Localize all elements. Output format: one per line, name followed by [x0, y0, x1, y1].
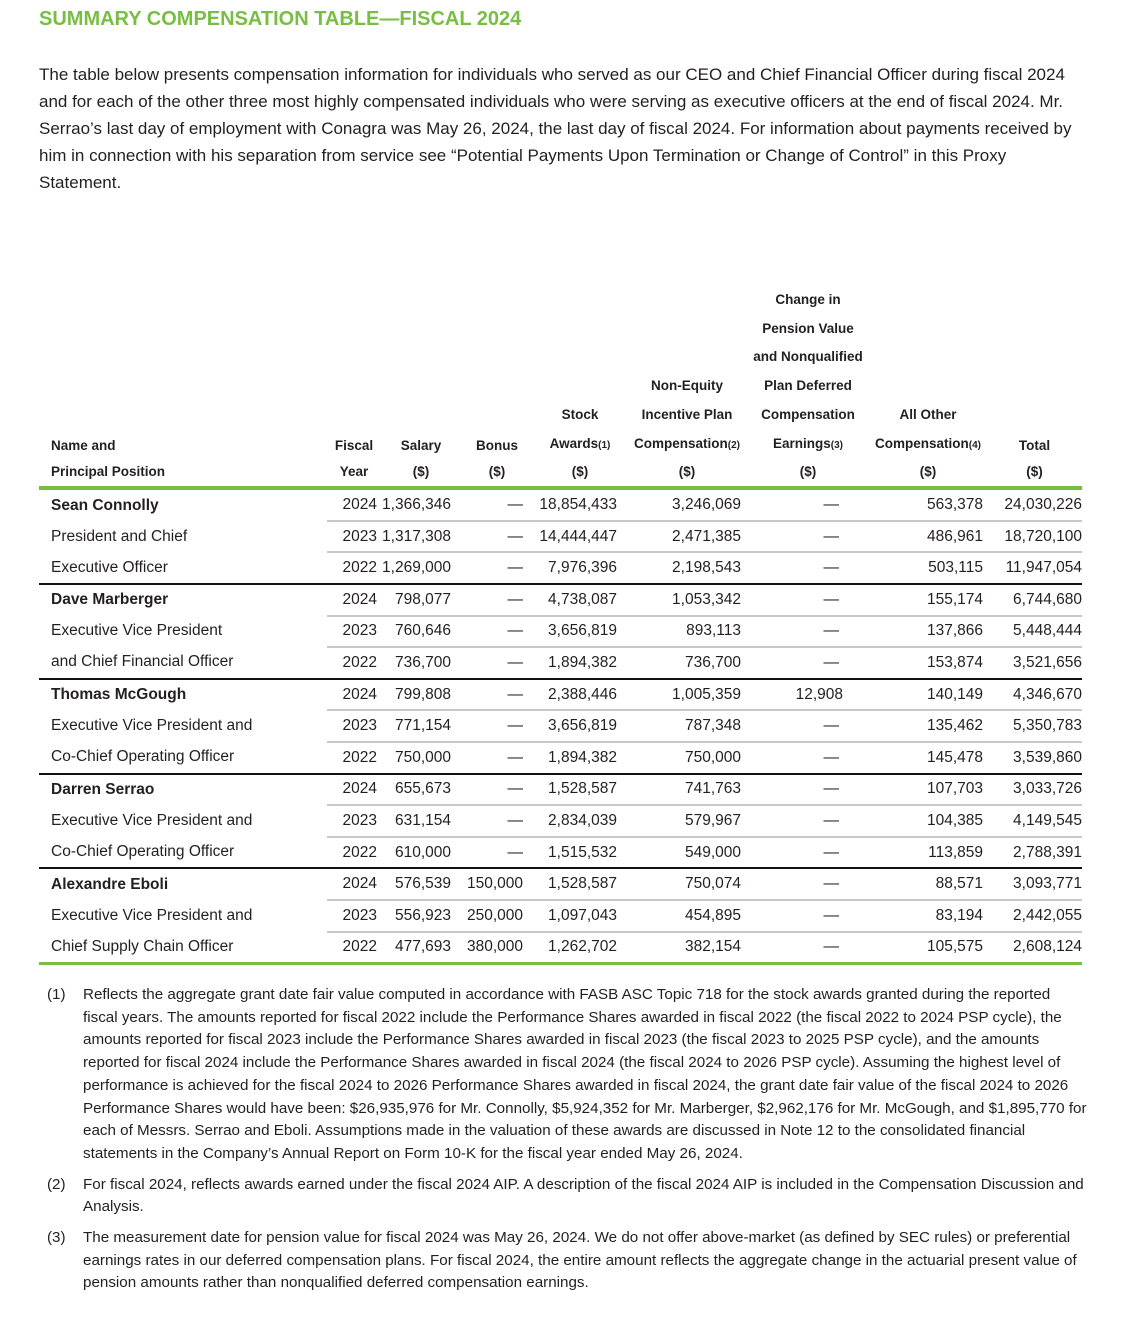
cell-other: 503,115 [869, 552, 987, 584]
cell-salary: 576,539 [381, 868, 461, 900]
executive-name: Alexandre Eboli [51, 875, 169, 893]
cell-other: 88,571 [869, 868, 987, 900]
executive-name: Darren Serrao [51, 780, 155, 798]
footnote-text: Reflects the aggregate grant date fair value computed in accordance with FASB ASC Topic 718 for the stock awards granted during the reported fiscal years. The amounts reported for fiscal 2022 include the Performance Shares awarded in fiscal 2022 (the fiscal 2022 to 2024 PSP cycle), the amounts reported for fiscal 2023 include the Performance Shares awarded in fiscal 2023 (the fiscal 2023 to 2025 PSP cycle), and the amounts reported for fiscal 2024 include the Performance Shares awarded in fiscal 2024 (the fiscal 2024 to 2026 PSP cycle). Assuming the highest level of performance is achieved for the fiscal 2024 to 2026 Performance Shares awarded in fiscal 2024, the grant date fair value of the fiscal 2024 to 2026 Performance Shares would have been: $26,935,976 for Mr. Connolly, $5,924,352 for Mr. Marberger, $2,962,176 for Mr. McGough, and $1,895,770 for each of Messrs. Serrao and Eboli. Assumptions made in the valuation of these awards are discussed in Note 12 to the consolidated financial statements in the Company’s Annual Report on Form 10-K for the fiscal year ended May 26, 2024. [83, 986, 1087, 1162]
table-body [39, 488, 1082, 963]
footnote [39, 984, 1089, 1166]
cell-stock: 2,388,446 [533, 679, 627, 711]
cell-nonequity: 1,053,342 [627, 584, 747, 616]
header-salary-text: ($) [412, 464, 430, 480]
executive-title: Executive Officer [39, 552, 327, 584]
cell-pension: 12,908 [747, 679, 869, 711]
header-bonus [461, 430, 533, 461]
header-year-text: Fiscal [334, 437, 374, 453]
cell-bonus: — [461, 647, 533, 679]
table-row [39, 616, 1082, 648]
cell-total: 2,442,055 [987, 900, 1082, 932]
cell-bonus: 150,000 [461, 868, 533, 900]
footnote-text: For fiscal 2024, reflects awards earned under the fiscal 2024 AIP. A description of the fiscal 2024 AIP is included in the Compensation Discussion and Analysis. [83, 1175, 1084, 1216]
table-row [39, 710, 1082, 742]
cell-total: 3,093,771 [987, 868, 1082, 900]
header-other [869, 460, 987, 488]
header-total [987, 460, 1082, 488]
header-name-text: Name and [51, 437, 116, 453]
cell-pension: — [747, 868, 869, 900]
cell-pension: — [747, 584, 869, 616]
header-other [869, 430, 987, 461]
header-other-label: Compensation [875, 435, 969, 451]
executive-name: Dave Marberger [51, 591, 169, 609]
cell-total: 5,350,783 [987, 710, 1082, 742]
table-row [39, 647, 1082, 679]
header-name [39, 460, 327, 488]
table-row [39, 868, 1082, 900]
cell-total: 24,030,226 [987, 488, 1082, 521]
header-bonus-text: ($) [488, 464, 506, 480]
header-pension [747, 315, 869, 344]
cell-year: 2022 [327, 742, 381, 774]
cell-other: 145,478 [869, 742, 987, 774]
table-row [39, 837, 1082, 869]
executive-title: Co-Chief Operating Officer [39, 742, 327, 774]
cell-year: 2023 [327, 710, 381, 742]
table-row [39, 932, 1082, 964]
cell-salary: 1,269,000 [381, 552, 461, 584]
cell-salary: 750,000 [381, 742, 461, 774]
summary-compensation-table [39, 286, 1082, 965]
cell-total: 3,033,726 [987, 774, 1082, 806]
table-row [39, 805, 1082, 837]
cell-year: 2022 [327, 647, 381, 679]
cell-salary: 799,808 [381, 679, 461, 711]
cell-salary: 798,077 [381, 584, 461, 616]
footnote-ref: (3) [830, 439, 843, 451]
cell-salary: 760,646 [381, 616, 461, 648]
cell-nonequity: 579,967 [627, 805, 747, 837]
cell-stock: 1,097,043 [533, 900, 627, 932]
cell-bonus: — [461, 837, 533, 869]
header-year-text: Year [339, 464, 369, 480]
header-total-text: Total [1018, 437, 1051, 453]
cell-nonequity: 1,005,359 [627, 679, 747, 711]
cell-pension: — [747, 742, 869, 774]
header-stock [533, 460, 627, 488]
header-pension-text: Compensation [761, 406, 855, 422]
header-other-text: ($) [919, 464, 937, 480]
cell-bonus: — [461, 679, 533, 711]
header-pension [747, 286, 869, 315]
header-pension [747, 343, 869, 372]
cell-bonus: — [461, 488, 533, 521]
table-row [39, 679, 1082, 711]
header-stock [533, 430, 627, 461]
cell-stock: 1,515,532 [533, 837, 627, 869]
executive-name: Sean Connolly [51, 496, 159, 514]
cell-bonus: — [461, 805, 533, 837]
cell-nonequity: 454,895 [627, 900, 747, 932]
executive-title: Executive Vice President [51, 622, 223, 640]
header-name [39, 430, 327, 461]
header-nonequity-text: Non-Equity [651, 378, 723, 394]
cell-nonequity: 787,348 [627, 710, 747, 742]
cell-total: 4,346,670 [987, 679, 1082, 711]
cell-bonus: — [461, 742, 533, 774]
header-salary [381, 430, 461, 461]
cell-bonus: — [461, 584, 533, 616]
cell-total: 3,539,860 [987, 742, 1082, 774]
cell-pension: — [747, 488, 869, 521]
cell-other: 83,194 [869, 900, 987, 932]
cell-nonequity: 2,198,543 [627, 552, 747, 584]
header-year [327, 430, 381, 461]
header-pension [747, 460, 869, 488]
cell-total: 11,947,054 [987, 552, 1082, 584]
cell-salary: 1,317,308 [381, 521, 461, 553]
header-pension-text: ($) [799, 464, 817, 480]
cell-other: 140,149 [869, 679, 987, 711]
footnote-ref: (4) [968, 439, 981, 451]
table-row [39, 774, 1082, 806]
cell-year: 2023 [327, 900, 381, 932]
header-name-text: Principal Position [51, 464, 166, 480]
cell-total: 18,720,100 [987, 521, 1082, 553]
cell-other: 104,385 [869, 805, 987, 837]
cell-salary: 610,000 [381, 837, 461, 869]
cell-stock: 1,528,587 [533, 774, 627, 806]
cell-year: 2023 [327, 616, 381, 648]
header-pension-text: Change in [775, 292, 841, 307]
header-nonequity-label: Compensation [634, 435, 728, 451]
header-stock-label: Awards [549, 435, 599, 451]
cell-stock: 3,656,819 [533, 616, 627, 648]
cell-pension: — [747, 552, 869, 584]
cell-pension: — [747, 647, 869, 679]
cell-salary: 477,693 [381, 932, 461, 964]
cell-year: 2022 [327, 552, 381, 584]
cell-nonequity: 741,763 [627, 774, 747, 806]
cell-year: 2023 [327, 521, 381, 553]
cell-year: 2024 [327, 584, 381, 616]
cell-total: 2,788,391 [987, 837, 1082, 869]
table-row [39, 900, 1082, 932]
header-other [869, 401, 987, 430]
footnotes [39, 984, 1089, 1303]
cell-pension: — [747, 710, 869, 742]
cell-stock: 1,894,382 [533, 647, 627, 679]
cell-nonequity: 382,154 [627, 932, 747, 964]
header-pension [747, 430, 869, 461]
table-row [39, 552, 1082, 584]
cell-bonus: — [461, 774, 533, 806]
cell-year: 2023 [327, 805, 381, 837]
cell-year: 2022 [327, 932, 381, 964]
cell-other: 105,575 [869, 932, 987, 964]
executive-title: and Chief Financial Officer [39, 647, 327, 679]
footnote-ref: (1) [598, 439, 611, 451]
cell-year: 2024 [327, 868, 381, 900]
cell-other: 113,859 [869, 837, 987, 869]
table-row [39, 521, 1082, 553]
executive-title: Executive Vice President and [51, 811, 253, 829]
cell-nonequity: 750,000 [627, 742, 747, 774]
cell-other: 155,174 [869, 584, 987, 616]
cell-stock: 1,262,702 [533, 932, 627, 964]
header-stock-text: Stock [561, 406, 599, 422]
cell-stock: 1,528,587 [533, 868, 627, 900]
cell-pension: — [747, 805, 869, 837]
cell-salary: 631,154 [381, 805, 461, 837]
header-pension-label: Earnings [773, 435, 831, 451]
page-title: SUMMARY COMPENSATION TABLE—FISCAL 2024 [39, 8, 522, 30]
header-stock [533, 401, 627, 430]
executive-name: Thomas McGough [51, 686, 187, 704]
header-nonequity [627, 372, 747, 401]
header-year [327, 460, 381, 488]
cell-pension: — [747, 932, 869, 964]
cell-year: 2024 [327, 488, 381, 521]
cell-other: 137,866 [869, 616, 987, 648]
cell-total: 2,608,124 [987, 932, 1082, 964]
cell-pension: — [747, 774, 869, 806]
cell-salary: 736,700 [381, 647, 461, 679]
header-nonequity [627, 460, 747, 488]
cell-pension: — [747, 900, 869, 932]
header-salary-text: Salary [400, 437, 442, 453]
cell-nonequity: 2,471,385 [627, 521, 747, 553]
header-salary [381, 460, 461, 488]
cell-pension: — [747, 616, 869, 648]
cell-salary: 556,923 [381, 900, 461, 932]
executive-title: Executive Vice President and [51, 717, 253, 735]
cell-pension: — [747, 837, 869, 869]
header-total-text: ($) [1026, 464, 1043, 480]
cell-total: 5,448,444 [987, 616, 1082, 648]
table-row [39, 584, 1082, 616]
footnote [39, 1174, 1089, 1219]
header-pension-text: Plan Deferred [764, 378, 852, 394]
cell-bonus: — [461, 552, 533, 584]
footnote [39, 1227, 1089, 1295]
header-pension-text: and Nonqualified [753, 349, 863, 365]
cell-bonus: — [461, 521, 533, 553]
cell-other: 153,874 [869, 647, 987, 679]
cell-total: 3,521,656 [987, 647, 1082, 679]
cell-year: 2024 [327, 679, 381, 711]
executive-title: President and Chief [51, 527, 188, 545]
cell-bonus: 250,000 [461, 900, 533, 932]
cell-salary: 1,366,346 [381, 488, 461, 521]
footnote-number: (2) [47, 1175, 66, 1193]
cell-nonequity: 3,246,069 [627, 488, 747, 521]
cell-total: 4,149,545 [987, 805, 1082, 837]
cell-year: 2022 [327, 837, 381, 869]
executive-title: Chief Supply Chain Officer [39, 932, 327, 964]
header-pension-text: Pension Value [762, 320, 854, 336]
footnote-text: The measurement date for pension value for fiscal 2024 was May 26, 2024. We do not offer above-market (as defined by SEC rules) or preferential earnings rates in our deferred compensation plans. For fiscal 2024, the entire amount reflects the aggregate change in the actuarial present value of pension amounts rather than nonqualified deferred compensation earnings. [83, 1229, 1077, 1292]
header-pension [747, 401, 869, 430]
cell-nonequity: 750,074 [627, 868, 747, 900]
header-nonequity-text: ($) [678, 464, 696, 480]
cell-stock: 3,656,819 [533, 710, 627, 742]
header-nonequity [627, 401, 747, 430]
header-total [987, 430, 1082, 461]
footnote-number: (3) [47, 1229, 66, 1247]
cell-stock: 1,894,382 [533, 742, 627, 774]
cell-year: 2024 [327, 774, 381, 806]
cell-pension: — [747, 521, 869, 553]
table-row [39, 488, 1082, 521]
table-header [39, 286, 1082, 488]
intro-paragraph: The table below presents compensation information for individuals who served as our CEO and Chief Financial Officer during fiscal 2024 and for each of the other three most highly compensated individuals who were serving as executive officers at the end of fiscal 2024. Mr. Serrao’s last day of employment with Conagra was May 26, 2024, the last day of fiscal 2024. For information about payments received by him in connection with his separation from service see “Potential Payments Upon Termination or Change of Control” in this Proxy Statement. [39, 65, 1072, 192]
header-nonequity [627, 430, 747, 461]
cell-nonequity: 736,700 [627, 647, 747, 679]
cell-stock: 2,834,039 [533, 805, 627, 837]
table-row [39, 742, 1082, 774]
cell-stock: 4,738,087 [533, 584, 627, 616]
header-stock-text: ($) [571, 464, 589, 480]
cell-other: 563,378 [869, 488, 987, 521]
cell-nonequity: 893,113 [627, 616, 747, 648]
cell-bonus: 380,000 [461, 932, 533, 964]
cell-bonus: — [461, 710, 533, 742]
cell-other: 135,462 [869, 710, 987, 742]
cell-other: 107,703 [869, 774, 987, 806]
header-bonus [461, 460, 533, 488]
cell-stock: 18,854,433 [533, 488, 627, 521]
cell-total: 6,744,680 [987, 584, 1082, 616]
footnote-number: (1) [47, 986, 66, 1003]
executive-title: Co-Chief Operating Officer [39, 837, 327, 869]
footnote-ref: (2) [727, 439, 740, 451]
cell-nonequity: 549,000 [627, 837, 747, 869]
cell-stock: 14,444,447 [533, 521, 627, 553]
cell-stock: 7,976,396 [533, 552, 627, 584]
cell-bonus: — [461, 616, 533, 648]
header-other-text: All Other [899, 406, 957, 422]
header-bonus-text: Bonus [476, 437, 518, 453]
header-nonequity-text: Incentive Plan [641, 406, 733, 422]
cell-other: 486,961 [869, 521, 987, 553]
header-pension [747, 372, 869, 401]
executive-title: Executive Vice President and [51, 906, 253, 924]
cell-salary: 771,154 [381, 710, 461, 742]
cell-salary: 655,673 [381, 774, 461, 806]
